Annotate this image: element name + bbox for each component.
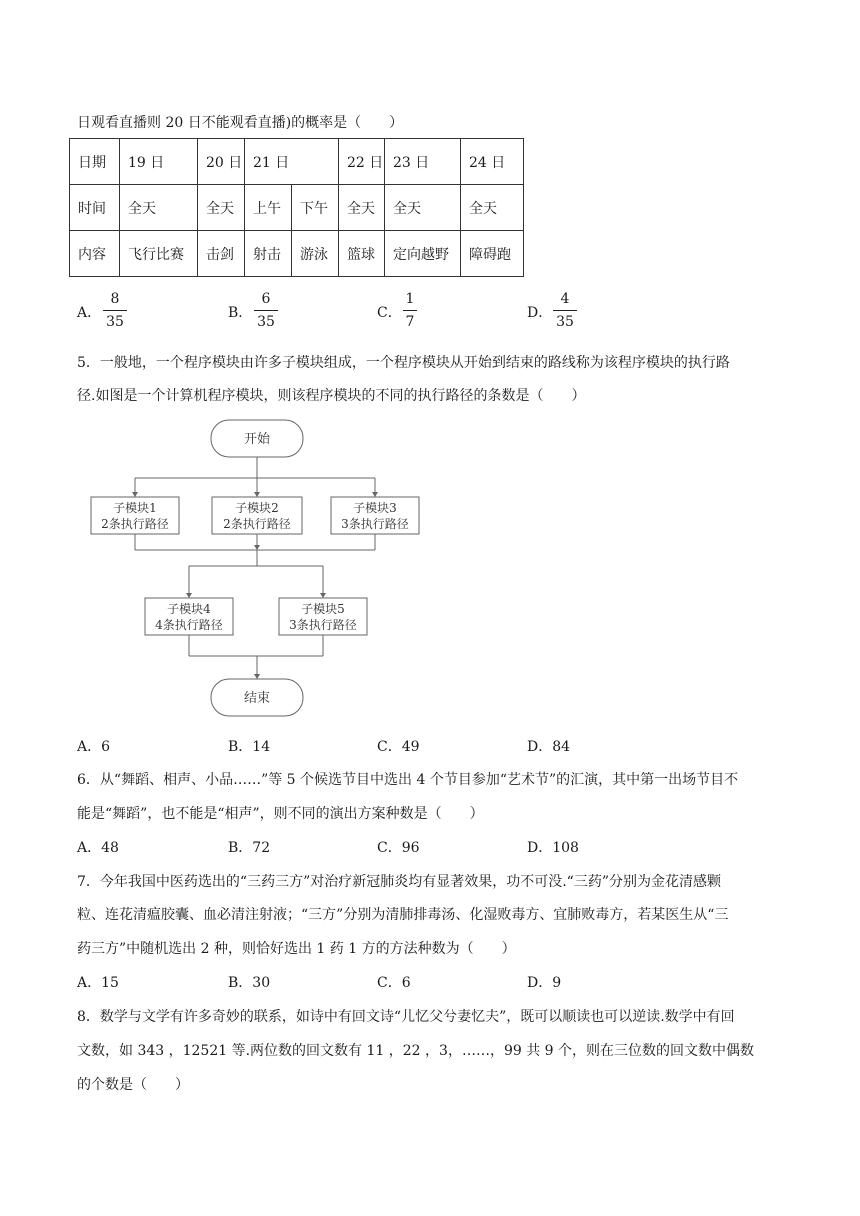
option-d: D．108 [527, 840, 579, 856]
q8-line3: 的个数是（ ） [77, 1077, 189, 1093]
submodule-4-name: 子模块4 [167, 602, 211, 616]
table-cell: 篮球 [339, 231, 385, 277]
q7-line2: 粒、连花清瘟胶囊、血必清注射液；“三方”分别为清肺排毒汤、化湿败毒方、宜肺败毒方，若某医生从“三 [77, 907, 729, 923]
option-a: A．6 [77, 739, 111, 755]
table-cell: 射击 [245, 231, 292, 277]
table-cell: 22 日 [339, 139, 385, 185]
submodule-3-paths: 3条执行路径 [341, 517, 409, 531]
table-cell: 19 日 [120, 139, 198, 185]
q6-line2: 能是“舞蹈”，也不能是“相声”，则不同的演出方案种数是（ ） [77, 806, 484, 822]
table-cell: 全天 [385, 185, 461, 231]
table-cell: 击剑 [198, 231, 245, 277]
submodule-2-paths: 2条执行路径 [223, 517, 291, 531]
option-c: C．96 [377, 840, 420, 856]
submodule-5-name: 子模块5 [301, 602, 345, 616]
q8-line1: 8．数学与文学有许多奇妙的联系，如诗中有回文诗“儿忆父兮妻忆夫”，既可以顺读也可以逆读.数学中有回 [77, 1009, 735, 1025]
option-a: A．48 [77, 840, 119, 856]
option-b: B．72 [228, 840, 271, 856]
table-cell: 23 日 [385, 139, 461, 185]
submodule-4-paths: 4条执行路径 [155, 618, 223, 632]
q6-line1: 6．从“舞蹈、相声、小品……”等 5 个候选节目中选出 4 个节目参加“艺术节”的汇演，其中第一出场节目不 [77, 772, 739, 788]
option-c-letter: C． [377, 305, 402, 321]
option-a: A．15 [77, 975, 119, 991]
submodule-5-paths: 3条执行路径 [289, 618, 357, 632]
numerator: 8 [110, 291, 120, 307]
submodule-3-name: 子模块3 [353, 501, 397, 515]
option-b-letter: B． [228, 305, 253, 321]
table-cell: 全天 [198, 185, 245, 231]
option-d: D．84 [527, 739, 571, 755]
table-cell: 全天 [120, 185, 198, 231]
q4-text: 日观看直播则 20 日不能观看直播)的概率是（ ） [77, 115, 404, 131]
table-cell: 上午 [245, 185, 292, 231]
q5-line2: 径.如图是一个计算机程序模块，则该程序模块的不同的执行路径的条数是（ ） [77, 388, 586, 404]
q8-line2: 文数，如 343 ，12521 等.两位数的回文数有 11 ，22 ，3，……，99 共 9 个，则在三位数的回文数中偶数 [77, 1043, 755, 1059]
numerator: 4 [560, 291, 570, 307]
denominator: 35 [257, 314, 275, 330]
table-cell: 游泳 [292, 231, 339, 277]
denominator: 35 [106, 314, 124, 330]
table-cell: 日期 [70, 139, 120, 185]
denominator: 35 [556, 314, 574, 330]
option-d-letter: D． [527, 305, 553, 321]
table-cell: 20 日 [198, 139, 245, 185]
table-cell: 内容 [70, 231, 120, 277]
option-a-letter: A． [77, 305, 102, 321]
start-label: 开始 [243, 432, 271, 447]
option-b: B．14 [228, 739, 271, 755]
submodule-2-name: 子模块2 [235, 501, 279, 515]
table-cell: 全天 [461, 185, 524, 231]
q7-line3: 药三方”中随机选出 2 种，则恰好选出 1 药 1 方的方法种数为（ ） [77, 941, 516, 957]
submodule-1-name: 子模块1 [113, 501, 157, 515]
table-cell: 全天 [339, 185, 385, 231]
denominator: 7 [405, 314, 415, 330]
end-label: 结束 [243, 691, 271, 706]
submodule-1-paths: 2条执行路径 [101, 517, 169, 531]
numerator: 6 [261, 291, 271, 307]
option-c: C．49 [377, 739, 420, 755]
table-cell: 下午 [292, 185, 339, 231]
table-cell: 时间 [70, 185, 120, 231]
table-cell: 飞行比赛 [120, 231, 198, 277]
table-cell: 21 日 [245, 139, 339, 185]
option-d: D．9 [527, 975, 562, 991]
option-c: C．6 [377, 975, 411, 991]
q5-line1: 5．一般地，一个程序模块由许多子模块组成，一个程序模块从开始到结束的路线称为该程序模块的执行路 [77, 355, 730, 371]
table-cell: 障碍跑 [461, 231, 524, 277]
option-b: B．30 [228, 975, 271, 991]
table-cell: 定向越野 [385, 231, 461, 277]
q7-line1: 7．今年我国中医药选出的“三药三方”对治疗新冠肺炎均有显著效果，功不可没.“三药”分别为金花清感颗 [77, 874, 721, 890]
numerator: 1 [405, 291, 415, 307]
table-cell: 24 日 [461, 139, 524, 185]
